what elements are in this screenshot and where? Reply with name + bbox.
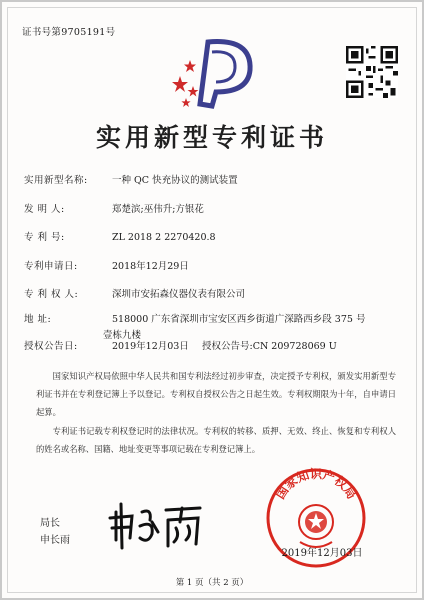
director-signature-icon (102, 492, 212, 552)
grant-date-label: 授权公告日: (24, 341, 78, 352)
svg-text:国家知识产权局 (273, 466, 359, 501)
address-row (24, 313, 365, 327)
cnipa-emblem-icon (160, 34, 268, 114)
patentee-label: 专 利 权 人: (24, 289, 79, 300)
utility-name-row (24, 174, 238, 188)
address-label: 地 址: (24, 314, 52, 325)
inventor-label: 发 明 人: (24, 204, 65, 215)
grant-date-value: 2019年12月03日 (112, 341, 189, 352)
patentee-value: 深圳市安拓森仪器仪表有限公司 (112, 289, 246, 300)
page-footer: 第 1 页（共 2 页） (175, 578, 249, 588)
patent-number-value: ZL 2018 2 2270420.8 (112, 232, 216, 243)
inventor-row (24, 203, 204, 217)
grant-row (24, 340, 337, 354)
filing-date-label: 专利申请日: (24, 261, 78, 272)
patentee-row (24, 288, 245, 302)
inventor-value: 郑楚滨;巫伟升;方银花 (112, 204, 204, 215)
director-title: 局长 (40, 518, 60, 529)
body-paragraph-2: 专利证书记载专利权登记时的法律状况。专利权的转移、质押、无效、终止、恢复和专利权人的姓名或名称、国籍、地址变更等事项记载在专利登记簿上。 (36, 426, 396, 454)
filing-date-row (24, 260, 189, 274)
qr-code-icon (346, 46, 398, 98)
address-value: 518000 广东省深圳市宝安区西乡街道广深路西乡段 375 号 (112, 314, 366, 325)
seal-date: 2019年12月03日 (281, 548, 363, 559)
announcement-number-label: 授权公告号: (202, 341, 253, 352)
certificate-number: 证书号第9705191号 (22, 27, 116, 38)
director-name: 申长雨 (40, 535, 70, 546)
filing-date-value: 2018年12月29日 (112, 261, 189, 272)
utility-name-label: 实用新型名称: (24, 175, 88, 186)
patent-number-row (24, 231, 216, 245)
address-line-2: 壹栋九楼 (103, 330, 142, 341)
body-paragraph-1: 国家知识产权局依照中华人民共和国专利法经过初步审查，决定授予专利权，颁发实用新型专利证书并在专利登记簿上予以登记。专利权自授权公告之日起生效。专利权期限为十年，自申请日起算。 (36, 371, 396, 417)
utility-name-value: 一种 QC 快充协议的测试装置 (112, 175, 238, 186)
certificate-title: 实用新型专利证书 (95, 123, 328, 152)
announcement-number-value: CN 209728069 U (252, 341, 337, 352)
patent-number-label: 专 利 号: (24, 232, 65, 243)
seal-text: 国家知识产权局 (273, 467, 359, 502)
